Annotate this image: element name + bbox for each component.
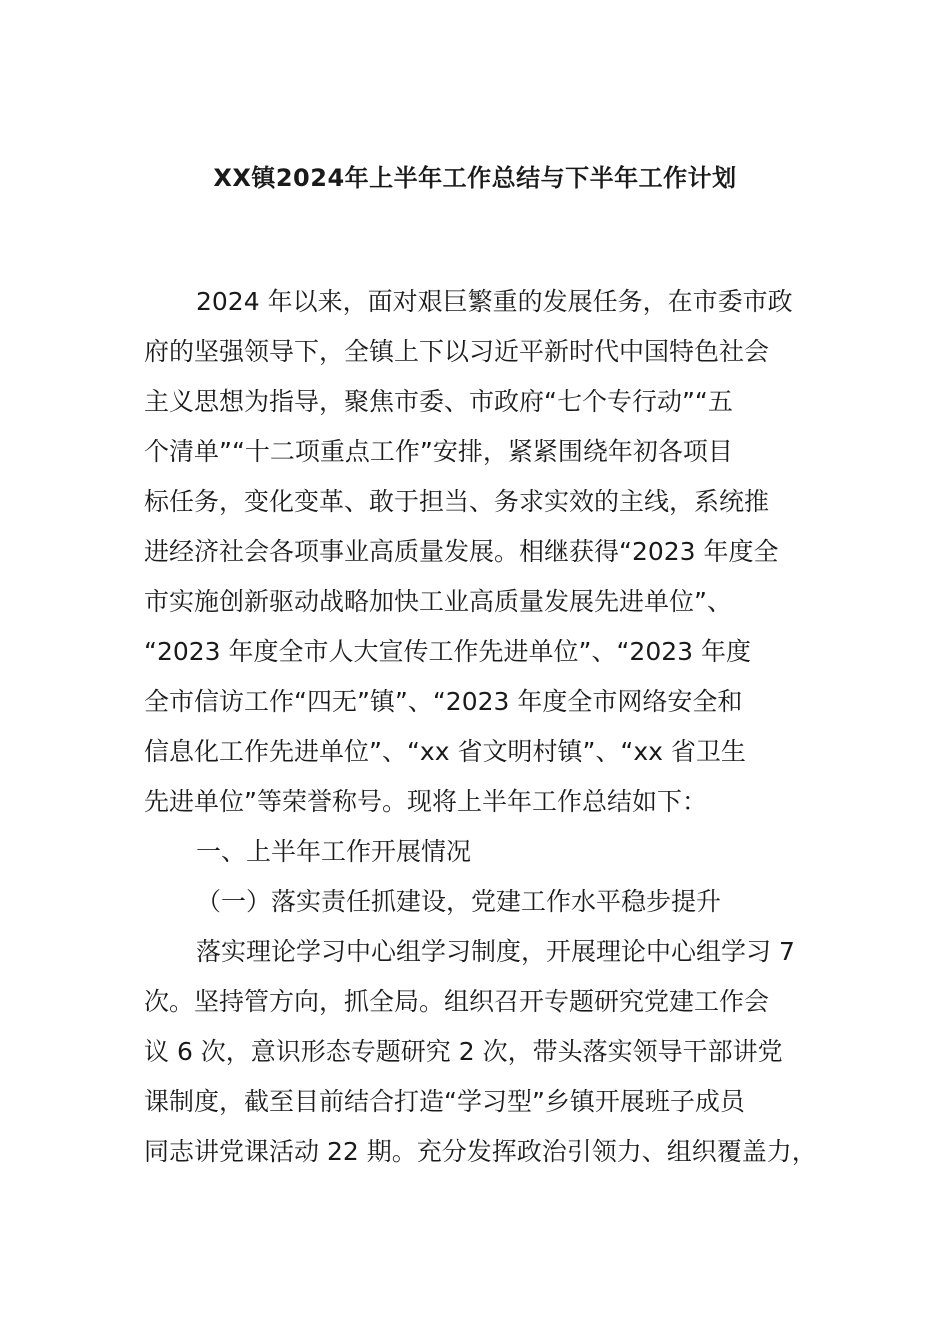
paragraph-line: 次。坚持管方向，抓全局。组织召开专题研究党建工作会 [144, 987, 770, 1016]
paragraph-line: 议 6 次，意识形态专题研究 2 次，带头落实领导干部讲党 [144, 1037, 783, 1066]
document-title: XX镇2024年上半年工作总结与下半年工作计划 [213, 164, 737, 192]
paragraph-line: 主义思想为指导，聚焦市委、市政府“七个专行动”“五 [144, 387, 733, 416]
paragraph-line: 2024 年以来，面对艰巨繁重的发展任务，在市委市政 [196, 287, 793, 316]
section-heading: 一、上半年工作开展情况 [196, 837, 472, 866]
paragraph-line: 先进单位”等荣誉称号。现将上半年工作总结如下： [144, 787, 707, 816]
paragraph-line: 全市信访工作“四无”镇”、“2023 年度全市网络安全和 [144, 687, 743, 716]
paragraph-line: 落实理论学习中心组学习制度，开展理论中心组学习 7 [196, 937, 795, 966]
paragraph-line: 标任务，变化变革、敢于担当、务求实效的主线，系统推 [144, 487, 770, 516]
paragraph-line: 信息化工作先进单位”、“xx 省文明村镇”、“xx 省卫生 [144, 737, 746, 766]
paragraph-line: 同志讲党课活动 22 期。充分发挥政治引领力、组织覆盖力， [144, 1137, 817, 1166]
paragraph-line: “2023 年度全市人大宣传工作先进单位”、“2023 年度 [144, 637, 751, 666]
paragraph-line: 府的坚强领导下，全镇上下以习近平新时代中国特色社会 [144, 337, 770, 366]
paragraph-line: 市实施创新驱动战略加快工业高质量发展先进单位”、 [144, 587, 732, 616]
paragraph-line: 课制度，截至目前结合打造“学习型”乡镇开展班子成员 [144, 1087, 745, 1116]
document-body [144, 282, 817, 1182]
subsection-heading: （一）落实责任抓建设，党建工作水平稳步提升 [196, 887, 722, 916]
paragraph-line: 进经济社会各项事业高质量发展。相继获得“2023 年度全 [144, 537, 779, 566]
paragraph-line: 个清单”“十二项重点工作”安排，紧紧围绕年初各项目 [144, 437, 733, 466]
